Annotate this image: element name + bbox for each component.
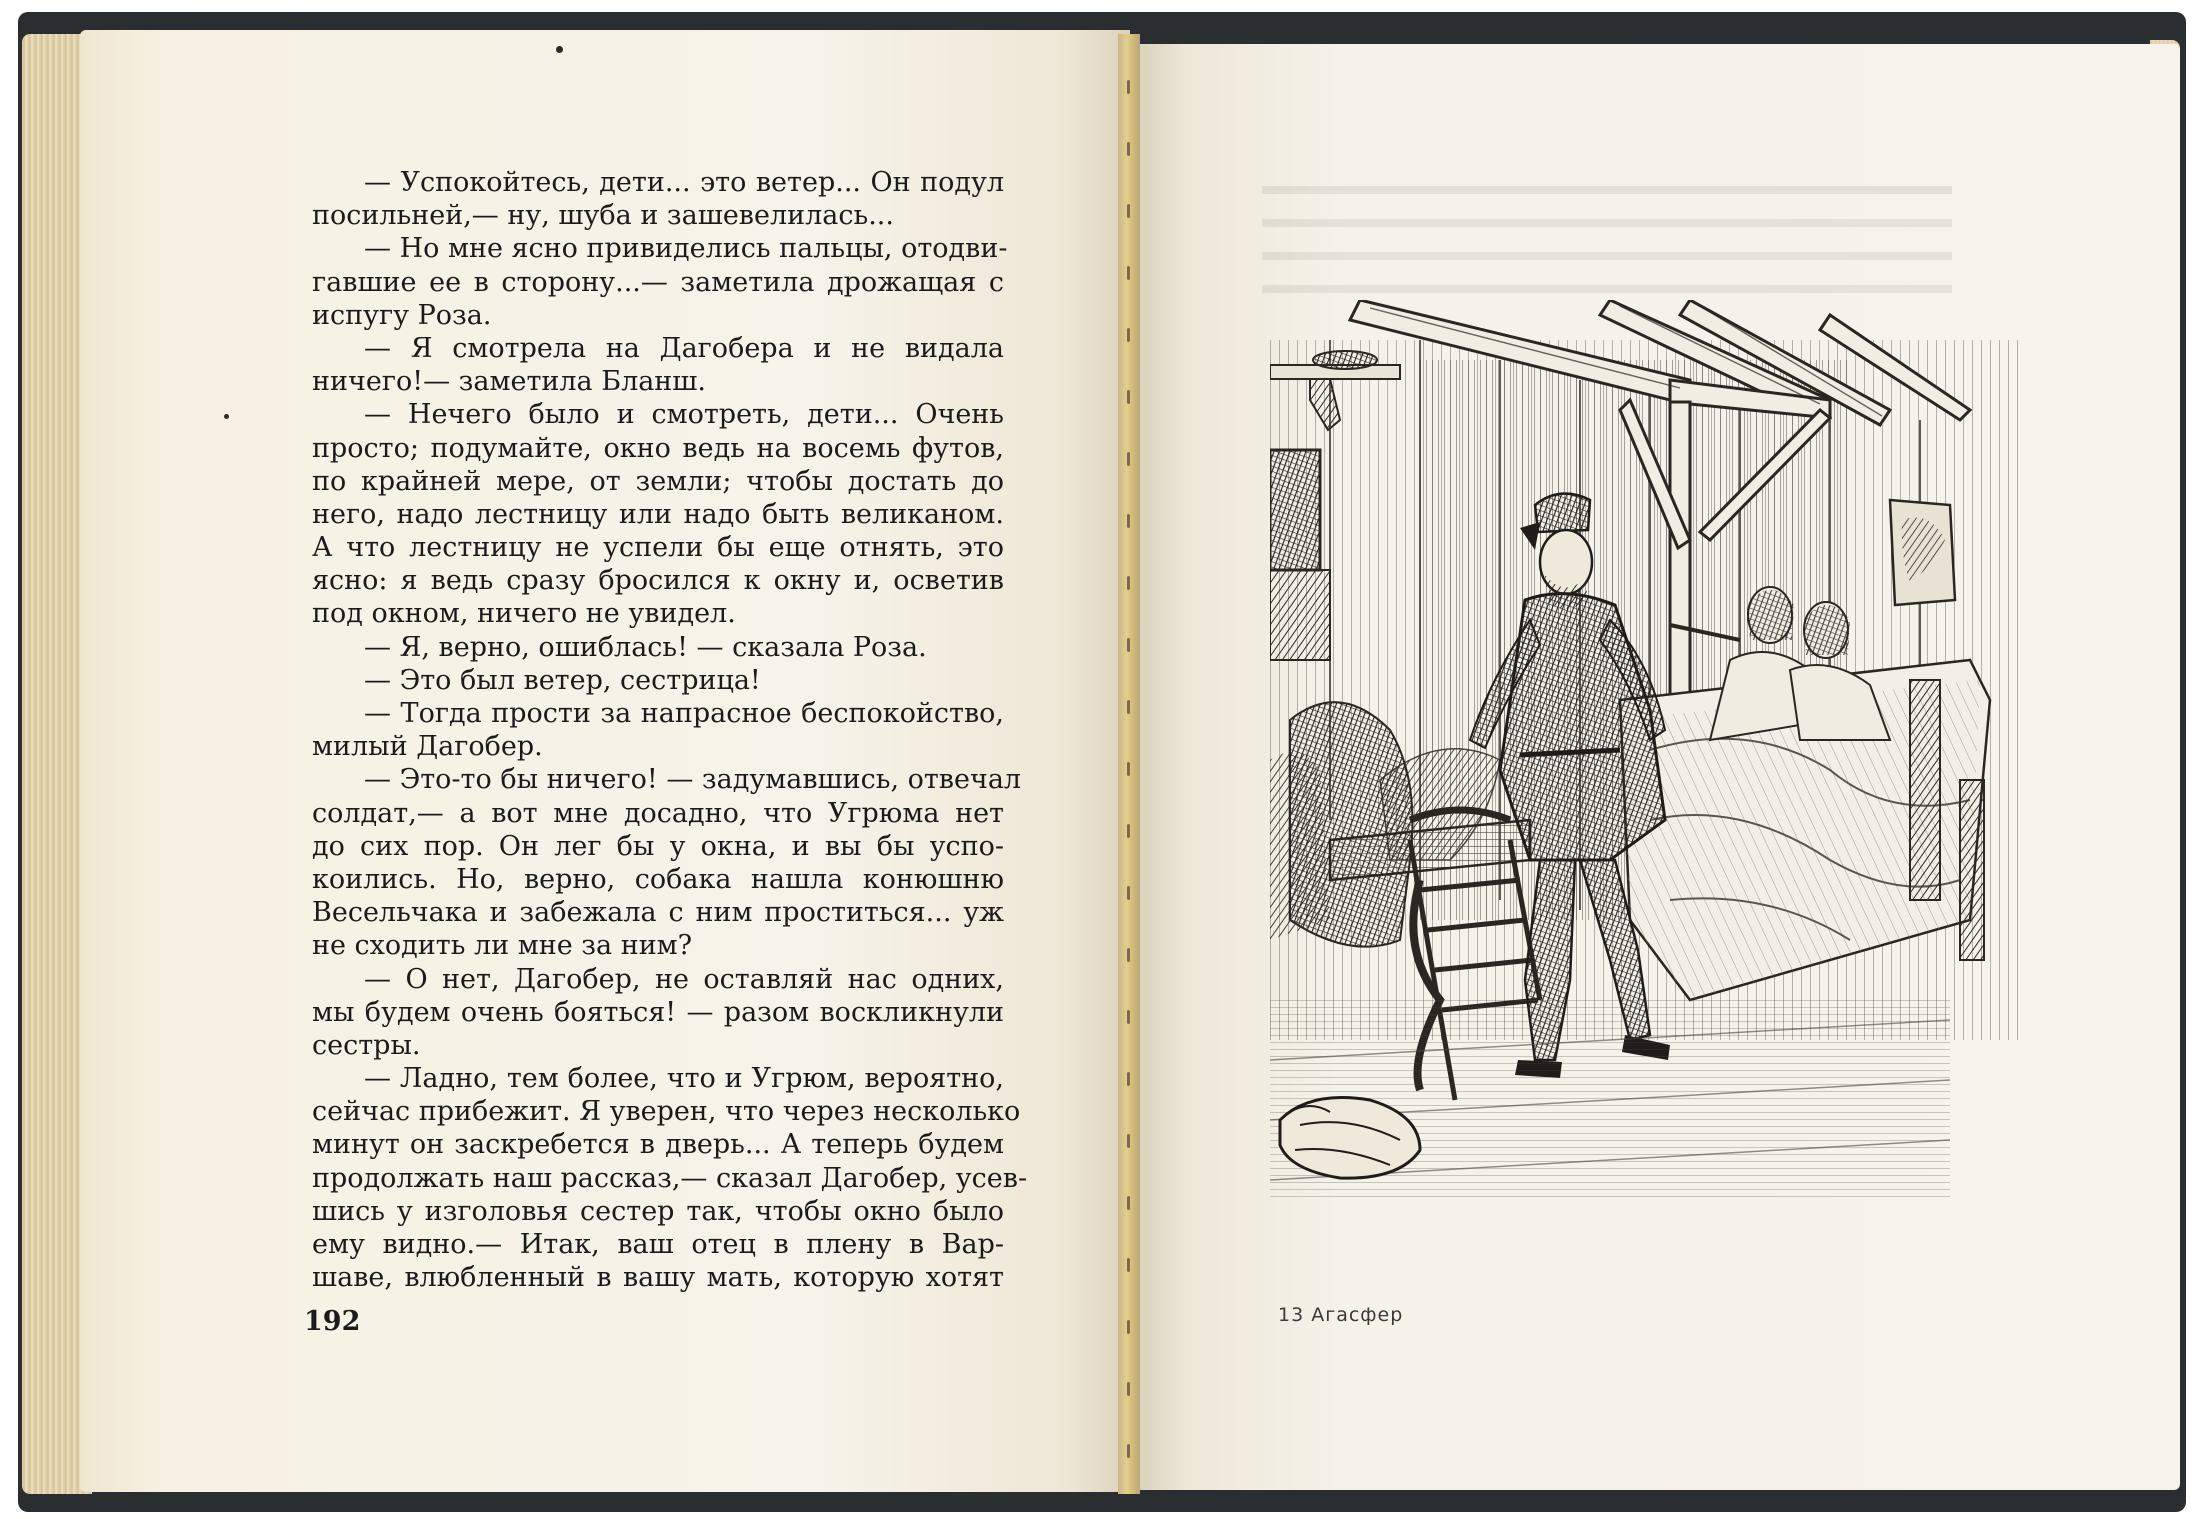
paper-speck bbox=[556, 46, 563, 53]
show-through-line bbox=[1262, 219, 1952, 227]
body-text bbox=[312, 166, 1028, 1294]
text-line: А что лестницу не успели бы еще отнять, это bbox=[312, 532, 1004, 564]
engraving-svg bbox=[1270, 300, 2020, 1230]
binding-stitch bbox=[1127, 1444, 1130, 1458]
show-through-text bbox=[1262, 186, 1952, 318]
binding-stitch bbox=[1127, 514, 1130, 528]
text-line: — Это-то бы ничего! — задумавшись, отвечал bbox=[364, 764, 1022, 796]
binding-stitch bbox=[1127, 204, 1130, 218]
text-line: просто; подумайте, окно ведь на восемь футов, bbox=[312, 432, 1004, 464]
text-line: посильней,— ну, шуба и зашевелилась... bbox=[312, 200, 894, 232]
binding-stitch bbox=[1127, 1320, 1130, 1334]
text-line: сейчас прибежит. Я уверен, что через несколько bbox=[312, 1096, 1021, 1128]
text-line: милый Дагобер. bbox=[312, 731, 543, 763]
text-line: до сих пор. Он лег бы у окна, и вы бы успо- bbox=[312, 830, 1004, 862]
binding-stitch bbox=[1127, 142, 1130, 156]
text-line: — Я смотрела на Дагобера и не видала bbox=[364, 332, 1004, 364]
page-number: 192 bbox=[304, 1306, 361, 1337]
paper-speck bbox=[224, 414, 229, 419]
binding-stitch bbox=[1127, 1134, 1130, 1148]
binding-stitch bbox=[1127, 638, 1130, 652]
binding-stitch bbox=[1127, 266, 1130, 280]
text-line: Весельчака и забежала с ним проститься... уж bbox=[312, 897, 1004, 929]
text-line: коились. Но, верно, собака нашла конюшню bbox=[312, 863, 1004, 895]
binding-stitch bbox=[1127, 762, 1130, 776]
engraving-illustration bbox=[1270, 300, 2020, 1230]
binding-stitch bbox=[1127, 328, 1130, 342]
binding-stitch bbox=[1127, 576, 1130, 590]
text-line: — О нет, Дагобер, не оставляй нас одних, bbox=[364, 963, 1004, 995]
text-line: — Но мне ясно привиделись пальцы, отодви- bbox=[364, 233, 1008, 265]
binding-stitch bbox=[1127, 700, 1130, 714]
binding-stitch bbox=[1127, 390, 1130, 404]
binding-stitch bbox=[1127, 1072, 1130, 1086]
text-line: ему видно.— Итак, ваш отец в плену в Вар- bbox=[312, 1229, 1004, 1260]
text-line: — Нечего было и смотреть, дети... Очень bbox=[364, 399, 1004, 431]
text-line: по крайней мере, от земли; чтобы достать до bbox=[312, 465, 1004, 497]
text-line: мы будем очень бояться! — разом воскликнули bbox=[312, 996, 1004, 1028]
text-line: испугу Роза. bbox=[312, 299, 492, 331]
binding-stitch bbox=[1127, 824, 1130, 838]
binding-stitch bbox=[1127, 1258, 1130, 1272]
text-line: шаве, влюбленный в вашу мать, которую хотят bbox=[312, 1262, 1004, 1294]
text-line: не сходить ли мне за ним? bbox=[312, 930, 693, 962]
text-line: сестры. bbox=[312, 1029, 421, 1061]
text-line: продолжать наш рассказ,— сказал Дагобер, усев- bbox=[312, 1162, 1028, 1194]
plate-caption: 13 Агасфер bbox=[1278, 1304, 1404, 1326]
binding-stitch bbox=[1127, 80, 1130, 94]
binding-stitch bbox=[1127, 452, 1130, 466]
text-line: ничего!— заметила Бланш. bbox=[312, 366, 706, 398]
text-line: ясно: я ведь сразу бросился к окну и, осветив bbox=[312, 565, 1004, 597]
text-line: — Ладно, тем более, что и Угрюм, вероятно, bbox=[364, 1063, 1004, 1095]
text-line: под окном, ничего не увидел. bbox=[312, 598, 736, 630]
binding-stitch bbox=[1127, 886, 1130, 900]
binding-stitch bbox=[1127, 1010, 1130, 1024]
show-through-line bbox=[1262, 186, 1952, 194]
text-line: минут он заскребется в дверь... А теперь будем bbox=[312, 1129, 1004, 1161]
binding-stitch bbox=[1127, 1196, 1130, 1210]
binding-stitch bbox=[1127, 1382, 1130, 1396]
text-line: — Успокойтесь, дети... это ветер... Он подул bbox=[364, 167, 1004, 198]
show-through-line bbox=[1262, 252, 1952, 260]
text-line: солдат,— а вот мне досадно, что Угрюма нет bbox=[312, 797, 1004, 829]
binding-stitch bbox=[1127, 948, 1130, 962]
text-line: — Тогда прости за напрасное беспокойство, bbox=[364, 698, 1004, 729]
text-line: него, надо лестницу или надо быть великаном. bbox=[312, 498, 1004, 530]
text-line: — Это был ветер, сестрица! bbox=[364, 664, 761, 696]
text-line: шись у изголовья сестер так, чтобы окно было bbox=[312, 1195, 1004, 1227]
text-line: — Я, верно, ошиблась! — сказала Роза. bbox=[364, 631, 927, 663]
show-through-line bbox=[1262, 285, 1952, 293]
text-line: гавшие ее в сторону...— заметила дрожащая с bbox=[312, 266, 1004, 298]
